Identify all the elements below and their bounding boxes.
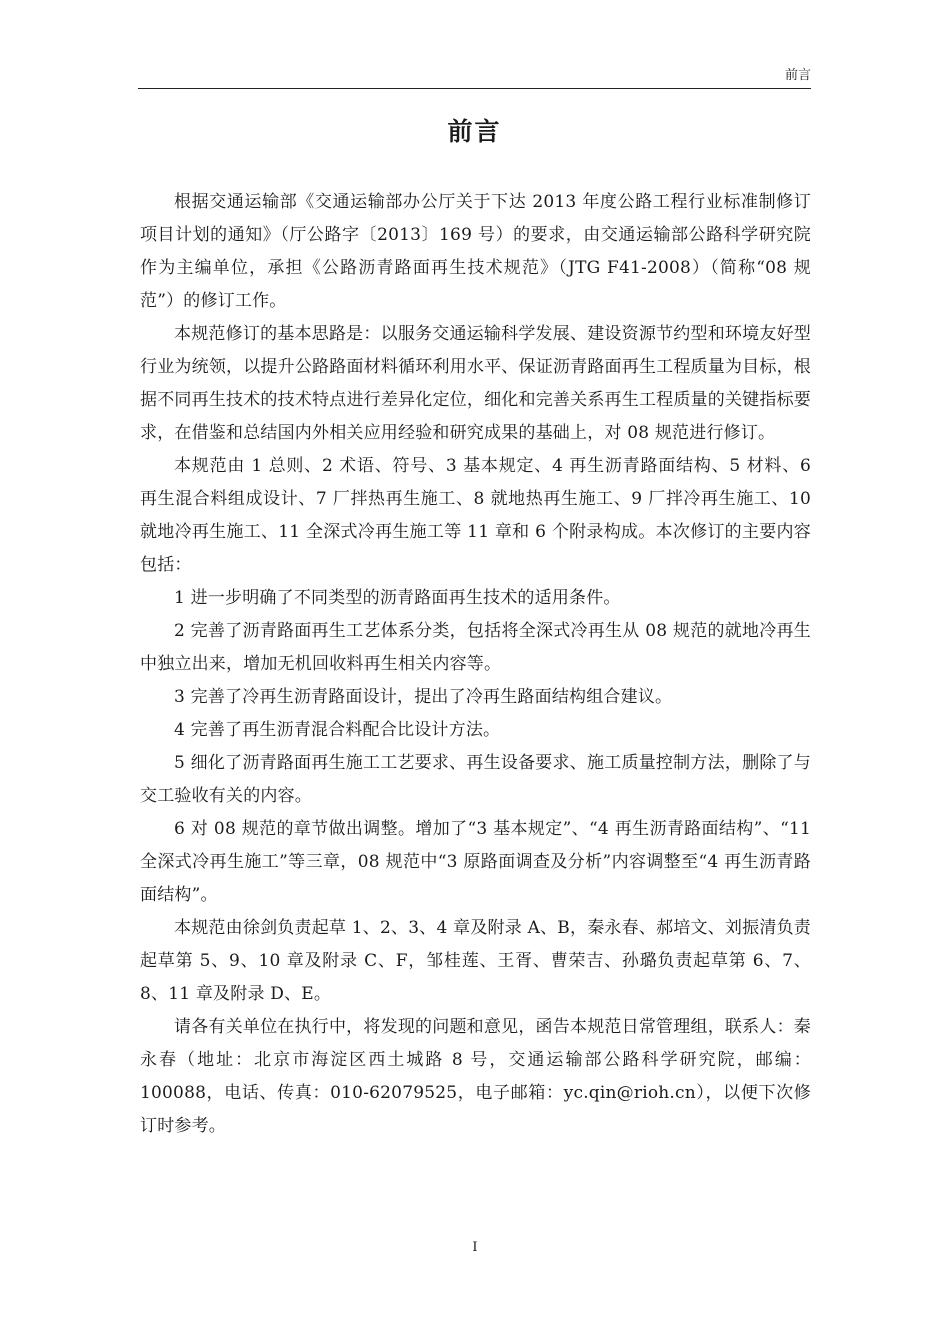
page-title: 前言 xyxy=(447,117,502,146)
paragraph: 4 完善了再生沥青混合料配合比设计方法。 xyxy=(174,720,501,740)
paragraph: 本规范由徐剑负责起草 1、2、3、4 章及附录 A、B，秦永春、郝培文、刘振清负责起草第 5、9、10 章及附录 C、F，邹桂莲、王胥、曹荣吉、孙璐负责起草第 6、7、8、11 章及附录 D、E。 xyxy=(140,918,811,1004)
paragraph: 2 完善了沥青路面再生工艺体系分类，包括将全深式冷再生从 08 规范的就地冷再生中独立出来，增加无机回收料再生相关内容等。 xyxy=(140,621,811,674)
paragraph: 根据交通运输部《交通运输部办公厅关于下达 2013 年度公路工程行业标准制修订项目计划的通知》（厅公路字〔2013〕169 号）的要求，由交通运输部公路科学研究院作为主编单位，承担《公路沥青路面再生技术规范》（JTG F41-2008）（简称“08 规范”）的修订工作。 xyxy=(140,192,811,311)
paragraph: 1 进一步明确了不同类型的沥青路面再生技术的适用条件。 xyxy=(174,588,621,608)
paragraph: 5 细化了沥青路面再生施工工艺要求、再生设备要求、施工质量控制方法，删除了与交工验收有关的内容。 xyxy=(140,753,811,806)
running-header-title: 前言 xyxy=(784,68,811,83)
body-text xyxy=(140,186,811,1143)
paragraph: 本规范由 1 总则、2 术语、符号、3 基本规定、4 再生沥青路面结构、5 材料、6 再生混合料组成设计、7 厂拌热再生施工、8 就地热再生施工、9 厂拌冷再生施工、10 就地冷再生施工、11 全深式冷再生施工等 11 章和 6 个附录构成。本次修订的主要内容包括： xyxy=(140,456,811,575)
paragraph: 本规范修订的基本思路是：以服务交通运输科学发展、建设资源节约型和环境友好型行业为统领，以提升公路路面材料循环利用水平、保证沥青路面再生工程质量为目标，根据不同再生技术的技术特点进行差异化定位，细化和完善关系再生工程质量的关键指标要求，在借鉴和总结国内外相关应用经验和研究成果的基础上，对 08 规范进行修订。 xyxy=(140,324,811,443)
paragraph: 请各有关单位在执行中，将发现的问题和意见，函告本规范日常管理组，联系人：秦永春（地址：北京市海淀区西土城路 8 号，交通运输部公路科学研究院，邮编：100088，电话、传真：010-62079525，电子邮箱：yc.qin@rioh.cn），以便下次修订时参考。 xyxy=(140,1017,811,1136)
running-header xyxy=(138,68,811,89)
paragraph: 6 对 08 规范的章节做出调整。增加了“3 基本规定”、“4 再生沥青路面结构”、“11 全深式冷再生施工”等三章，08 规范中“3 原路面调查及分析”内容调整至“4 再生沥青路面结构”。 xyxy=(140,819,811,905)
page-number: I xyxy=(472,1240,478,1255)
paragraph: 3 完善了冷再生沥青路面设计，提出了冷再生路面结构组合建议。 xyxy=(174,687,673,707)
